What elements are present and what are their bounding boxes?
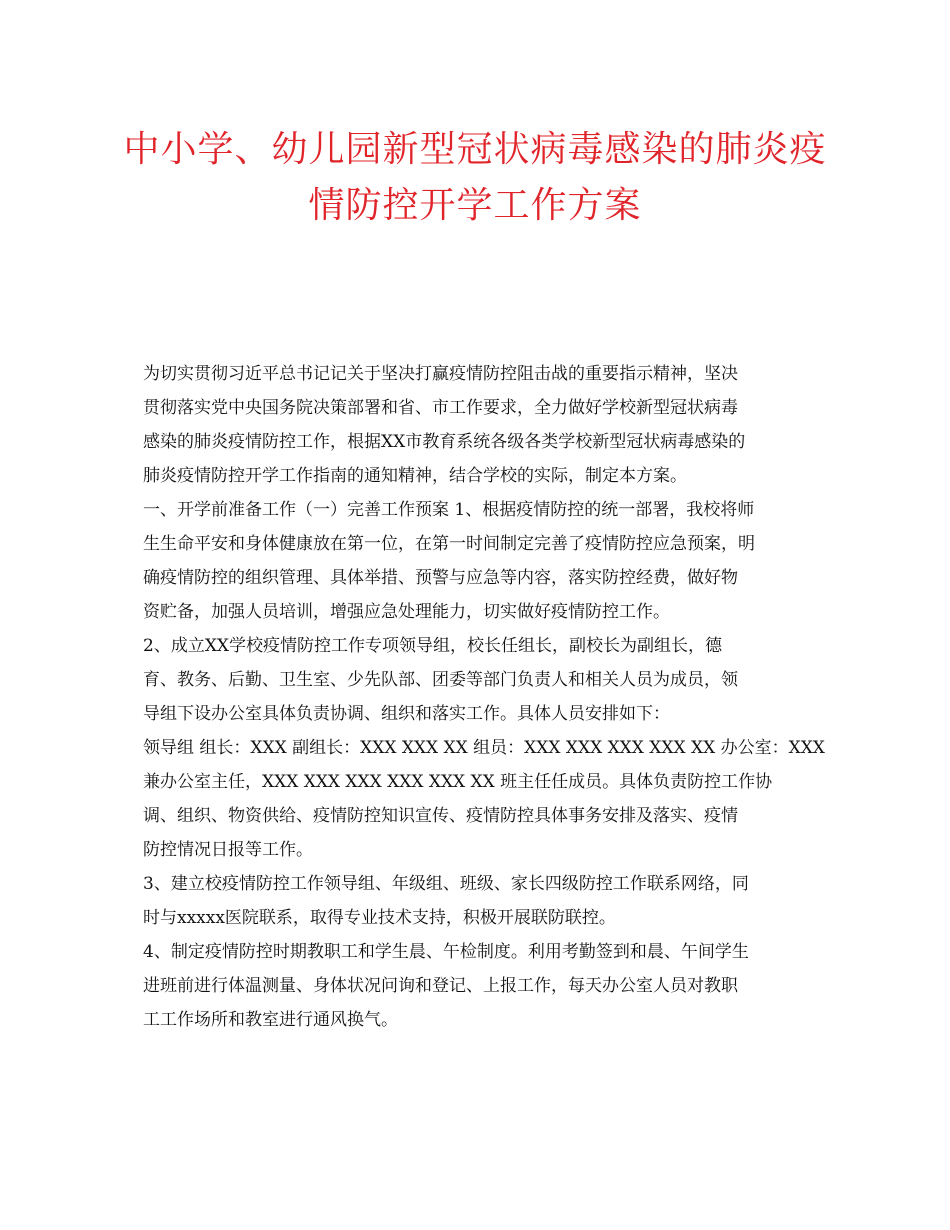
text-line: 2、成立XX学校疫情防控工作专项领导组，校长任组长，副校长为副组长，德 (143, 636, 723, 656)
paragraph-item-2 (143, 629, 808, 731)
text-line: 贯彻落实党中央国务院决策部署和省、市工作要求，全力做好学校新型冠状病毒 (143, 398, 738, 418)
text-line: 资贮备，加强人员培训，增强应急处理能力，切实做好疫情防控工作。 (143, 602, 670, 622)
paragraph-section-1 (143, 493, 808, 629)
text-line: 育、教务、后勤、卫生室、少先队部、团委等部门负责人和相关人员为成员，领 (143, 670, 738, 690)
text-line: 确疫情防控的组织管理、具体举措、预警与应急等内容，落实防控经费，做好物 (143, 568, 738, 588)
title-line: 情防控开学工作方案 (308, 185, 642, 226)
text-line: 3、建立校疫情防控工作领导组、年级组、班级、家长四级防控工作联系网络，同 (143, 874, 749, 894)
paragraph-intro (143, 357, 808, 493)
text-line: 防控情况日报等工作。 (143, 840, 313, 860)
text-line: 导组下设办公室具体负责协调、组织和落实工作。具体人员安排如下： (143, 704, 670, 724)
text-line: 一、开学前准备工作（一）完善工作预案 1、根据疫情防控的统一部署，我校将师 (143, 500, 755, 520)
paragraph-item-4 (143, 935, 808, 1037)
text-line: 4、制定疫情防控时期教职工和学生晨、午检制度。利用考勤签到和晨、午间学生 (143, 942, 749, 962)
document-title (120, 122, 830, 234)
paragraph-item-3 (143, 867, 808, 935)
text-line: 领导组 组长：XXX 副组长：XXX XXX XX 组员：XXX XXX XXX XXX XX 办公室：XXX (143, 738, 825, 758)
text-line: 肺炎疫情防控开学工作指南的通知精神，结合学校的实际，制定本方案。 (143, 466, 687, 486)
text-line: 进班前进行体温测量、身体状况问询和登记、上报工作，每天办公室人员对教职 (143, 976, 738, 996)
text-line: 兼办公室主任，XXX XXX XXX XXX XXX XX 班主任任成员。具体负责防控工作协 (143, 772, 773, 792)
text-line: 时与xxxxx医院联系，取得专业技术支持，积极开展联防联控。 (143, 908, 616, 928)
text-line: 感染的肺炎疫情防控工作，根据XX市教育系统各级各类学校新型冠状病毒感染的 (143, 432, 746, 452)
text-line: 生生命平安和身体健康放在第一位，在第一时间制定完善了疫情防控应急预案，明 (143, 534, 755, 554)
title-line: 中小学、幼儿园新型冠状病毒感染的肺炎疫 (123, 129, 827, 170)
text-line: 工工作场所和教室进行通风换气。 (143, 1010, 398, 1030)
text-line: 为切实贯彻习近平总书记记关于坚决打赢疫情防控阻击战的重要指示精神，坚决 (143, 364, 738, 384)
paragraph-leadership-list (143, 731, 825, 867)
text-line: 调、组织、物资供给、疫情防控知识宣传、疫情防控具体事务安排及落实、疫情 (143, 806, 738, 826)
document-body (143, 357, 825, 1037)
